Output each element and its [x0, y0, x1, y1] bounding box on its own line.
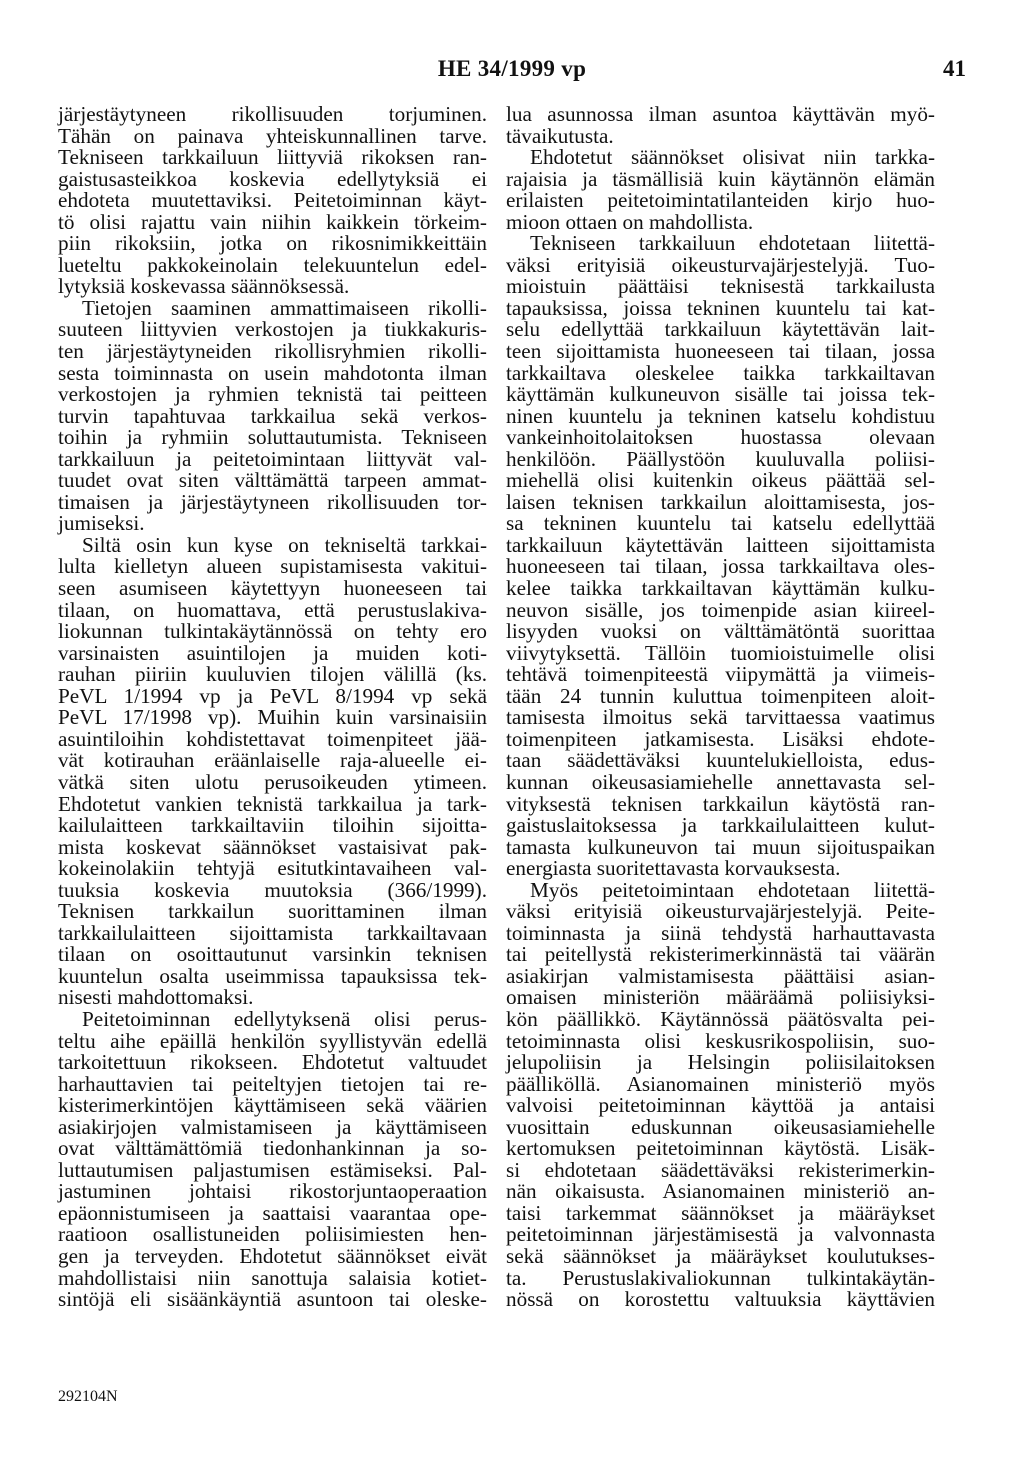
text-line: järjestäytyneen rikollisuuden torjuminen.: [58, 102, 487, 126]
text-line: jelupoliisin ja Helsingin poliisilaitoksen: [506, 1050, 935, 1075]
text-line: selu edellyttää tarkkailuun käytettävän lait-: [506, 317, 935, 342]
text-line: viivytyksettä. Tällöin tuomioistuimelle olisi: [506, 640, 935, 665]
text-line: lua asunnossa ilman asuntoa käyttävän myö-: [506, 102, 935, 126]
text-line: tään 24 tunnin kuluttua toimenpiteen aloit-: [506, 683, 935, 708]
text-line: mioon ottaen on mahdollista.: [506, 209, 754, 234]
text-line: miehellä olisi kuitenkin oikeus päättää sel-: [506, 468, 935, 493]
text-line: sintöjä eli sisäänkäyntiä asuntoon tai oleske-: [58, 1287, 487, 1312]
text-line: tö olisi rajattu vain niihin kaikkein törkeim-: [58, 209, 487, 234]
text-line: toimenpiteen jatkamisesta. Lisäksi ehdote-: [506, 726, 935, 751]
text-line: tilaan on osoittautunut varsinkin teknisen: [58, 942, 487, 967]
footer-code: 292104N: [58, 1388, 118, 1405]
text-line: kertomuksen peitetoiminnan käytöstä. Lisäk-: [506, 1136, 935, 1161]
text-line: tarkoitettuun rikokseen. Ehdotetut valtuudet: [58, 1050, 487, 1075]
text-line: epäonnistumiseen ja saattaisi vaarantaa ope-: [58, 1200, 487, 1225]
text-line: lueteltu pakkokeinolain telekuuntelun edel-: [58, 252, 487, 277]
text-line: gaistusasteikkoa koskevia edellytyksiä ei: [58, 166, 487, 191]
text-line: Ehdotetut vankien teknistä tarkkailua ja tark-: [58, 791, 487, 816]
text-line: tapauksissa, joissa tekninen kuuntelu tai kat-: [506, 295, 935, 320]
text-line: kokeinolakiin tehtyjä esitutkintavaiheen val-: [58, 856, 487, 881]
text-line: Tietojen saaminen ammattimaiseen rikolli-: [82, 295, 487, 320]
text-line: tetoiminnasta olisi keskusrikospoliisin, suo-: [506, 1028, 935, 1053]
text-line: tai peitellystä rekisterimerkinnästä tai väärän: [506, 942, 935, 967]
text-line: lulta kielletyn alueen supistamisesta vakitui-: [58, 554, 487, 579]
text-line: ehdoteta muutettaviksi. Peitetoiminnan käyt-: [58, 188, 487, 213]
text-line: kunnan oikeusasiamiehelle annettavasta sel-: [506, 769, 935, 794]
text-line: ta. Perustuslakivaliokunnan tulkintakäytän-: [506, 1265, 935, 1290]
text-line: vuosittain eduskunnan oikeusasiamiehelle: [506, 1114, 935, 1139]
text-line: Siltä osin kun kyse on tekniseltä tarkkai-: [82, 532, 487, 557]
text-line: vityksestä teknisen tarkkailun käytöstä ran-: [506, 791, 935, 816]
text-line: omaisen ministeriön määräämä poliisiyksi-: [506, 985, 935, 1010]
text-line: raatioon osallistuneiden poliisimiesten hen-: [58, 1222, 487, 1247]
text-line: energiasta suoritettavasta korvauksesta.: [506, 856, 841, 881]
text-line: asiakirjan valmistamisesta päättäisi asian-: [506, 963, 935, 988]
text-line: seen asumiseen käytettyyn huoneeseen tai: [58, 576, 487, 601]
text-line: väksi erityisiä oikeusturvajärjestelyjä. Peite-: [506, 899, 935, 924]
text-line: lytyksiä koskevassa säännöksessä.: [58, 274, 350, 299]
text-line: piin rikoksiin, jotka on rikosnimikkeittäin: [58, 231, 487, 256]
text-line: PeVL 17/1998 vp). Muihin kuin varsinaisiin: [58, 705, 487, 730]
page-number: 41: [943, 56, 966, 81]
text-line: suuteen liittyvien verkostojen ja tiukkakuris-: [58, 317, 487, 342]
text-line: toiminnasta ja siinä tehdystä harhauttavasta: [506, 920, 935, 945]
text-line: Peitetoiminnan edellytyksenä olisi perus-: [82, 1006, 487, 1031]
left-column: [58, 104, 487, 1311]
text-line: vankeinhoitolaitoksen huostassa olevaan: [506, 425, 935, 450]
text-line: tuudet ovat siten välttämättä tarpeen ammat-: [58, 468, 487, 493]
text-line: kailulaitteen tarkkailtaviin tiloihin sijoitta-: [58, 813, 487, 838]
text-line: kelee taikka tarkkailtavan käyttämän kulku-: [506, 576, 935, 601]
text-line: tamasta kulkuneuvon tai muun sijoituspaikan: [506, 834, 935, 859]
text-line: kisterimerkintöjen käyttämiseen sekä väärien: [58, 1093, 487, 1118]
text-line: jastuminen johtaisi rikostorjuntaoperaation: [58, 1179, 487, 1204]
text-line: tilaan, on huomattava, että perustuslakiva-: [58, 597, 487, 622]
text-line: liokunnan tulkintakäytännössä on tehty ero: [58, 619, 487, 644]
text-line: sesta toiminnasta on usein mahdotonta ilman: [58, 360, 487, 385]
text-line: peitetoiminnan järjestämisestä ja valvonnasta: [506, 1222, 935, 1247]
text-line: nössä on korostettu valtuuksia käyttävien: [506, 1287, 935, 1312]
text-line: sa tekninen kuuntelu tai katselu edellyttää: [506, 511, 935, 536]
text-line: toihin ja ryhmiin soluttautumista. Tekniseen: [58, 425, 487, 450]
text-line: mista koskevat säännökset vastaisivat pak-: [58, 834, 487, 859]
text-line: gaistuslaitoksessa ja tarkkailulaitteen kulut-: [506, 813, 935, 838]
text-line: kuuntelun osalta useimmissa tapauksissa tek-: [58, 963, 487, 988]
text-line: verkostojen ja ryhmien teknistä tai peitteen: [58, 382, 487, 407]
text-line: päälliköllä. Asianomainen ministeriö myös: [506, 1071, 935, 1096]
text-line: harhauttavien tai peiteltyjen tietojen tai re-: [58, 1071, 487, 1096]
text-line: mahdollistaisi niin sanottuja salaisia kotiet-: [58, 1265, 487, 1290]
text-line: ninen kuuntelu ja tekninen katselu kohdistuu: [506, 403, 935, 428]
text-line: asiakirjojen valmistamiseen ja käyttämiseen: [58, 1114, 487, 1139]
text-line: si ehdotetaan säädettäväksi rekisterimerkin-: [506, 1157, 935, 1182]
text-line: jumiseksi.: [58, 511, 145, 536]
text-line: teen sijoittamista huoneeseen tai tilaan, jossa: [506, 339, 935, 364]
text-line: henkilöön. Päällystöön kuuluvalla poliisi-: [506, 446, 935, 471]
text-line: Myös peitetoimintaan ehdotetaan liitettä-: [530, 877, 935, 902]
text-line: tarkkailulaitteen sijoittamista tarkkailtavaan: [58, 920, 487, 945]
text-line: neuvon sisälle, jos toimenpide asian kiireel-: [506, 597, 935, 622]
text-line: laisen teknisen tarkkailun aloittamisesta, jos-: [506, 489, 935, 514]
text-line: varsinaisten asuintilojen ja muiden koti-: [58, 640, 487, 665]
text-line: vät kotirauhan eräänlaiselle raja-alueelle ei-: [58, 748, 487, 773]
text-line: luttautumisen paljastumisen estämiseksi. Pal-: [58, 1157, 487, 1182]
text-line: ten järjestäytyneiden rikollisryhmien rikolli-: [58, 339, 487, 364]
text-line: tävaikutusta.: [506, 123, 614, 148]
text-line: tarkkailtava oleskelee taikka tarkkailtavan: [506, 360, 935, 385]
text-line: taisi tarkemmat säännökset ja määräykset: [506, 1200, 935, 1225]
text-line: väksi erityisiä oikeusturvajärjestelyjä. Tuo-: [506, 252, 935, 277]
text-line: Teknisen tarkkailun suorittaminen ilman: [58, 899, 487, 924]
text-line: nän oikaisusta. Asianomainen ministeriö an-: [506, 1179, 935, 1204]
text-line: tehtävä toimenpiteestä viipymättä ja viimeis-: [506, 662, 935, 687]
right-column: [506, 104, 935, 1311]
text-line: taan säädettäväksi kuuntelukielloista, edus-: [506, 748, 935, 773]
text-line: tamisesta ilmoitus sekä tarvittaessa vaatimus: [506, 705, 935, 730]
text-line: nisesti mahdottomaksi.: [58, 985, 254, 1010]
text-line: tuuksia koskevia muutoksia (366/1999).: [58, 877, 487, 902]
text-line: tarkkailuun käytettävän laitteen sijoittamista: [506, 532, 935, 557]
text-line: vätkä siten ulotu perusoikeuden ytimeen.: [58, 769, 487, 794]
text-line: timaisen ja järjestäytyneen rikollisuuden tor-: [58, 489, 487, 514]
text-line: kön päällikkö. Käytännössä päätösvalta pei-: [506, 1006, 935, 1031]
text-line: Tähän on painava yhteiskunnallinen tarve.: [58, 123, 487, 148]
text-line: ovat välttämättömiä tiedonhankinnan ja so-: [58, 1136, 487, 1161]
text-line: tarkkailuun ja peitetoimintaan liittyvät val-: [58, 446, 487, 471]
document-title: HE 34/1999 vp: [437, 56, 587, 81]
text-line: huoneeseen tai tilaan, jossa tarkkailtava oles-: [506, 554, 935, 579]
text-line: PeVL 1/1994 vp ja PeVL 8/1994 vp sekä: [58, 683, 487, 708]
text-line: sekä säännökset ja määräykset koulutukses-: [506, 1243, 935, 1268]
text-line: teltu aihe epäillä henkilön syyllistyvän edellä: [58, 1028, 487, 1053]
text-line: asuintiloihin kohdistettavat toimenpiteet jää-: [58, 726, 487, 751]
text-line: rajaisia ja täsmällisiä kuin käytännön elämän: [506, 166, 935, 191]
text-line: Tekniseen tarkkailuun ehdotetaan liitettä-: [530, 231, 935, 256]
text-line: erilaisten peitetoimintatilanteiden kirjo huo-: [506, 188, 935, 213]
text-line: mioistuin päättäisi teknisestä tarkkailusta: [506, 274, 935, 299]
text-line: rauhan piiriin kuuluvien tilojen välillä (ks.: [58, 662, 487, 687]
text-line: valvoisi peitetoiminnan käyttöä ja antaisi: [506, 1093, 935, 1118]
text-line: käyttämän kulkuneuvon sisälle tai joissa tek-: [506, 382, 935, 407]
text-line: Ehdotetut säännökset olisivat niin tarkka-: [530, 145, 935, 170]
text-line: lisyyden vuoksi on välttämätöntä suorittaa: [506, 619, 935, 644]
text-line: gen ja terveyden. Ehdotetut säännökset eivät: [58, 1243, 487, 1268]
text-line: Tekniseen tarkkailuun liittyviä rikoksen ran-: [58, 145, 487, 170]
text-line: turvin tapahtuvaa tarkkailua sekä verkos-: [58, 403, 487, 428]
